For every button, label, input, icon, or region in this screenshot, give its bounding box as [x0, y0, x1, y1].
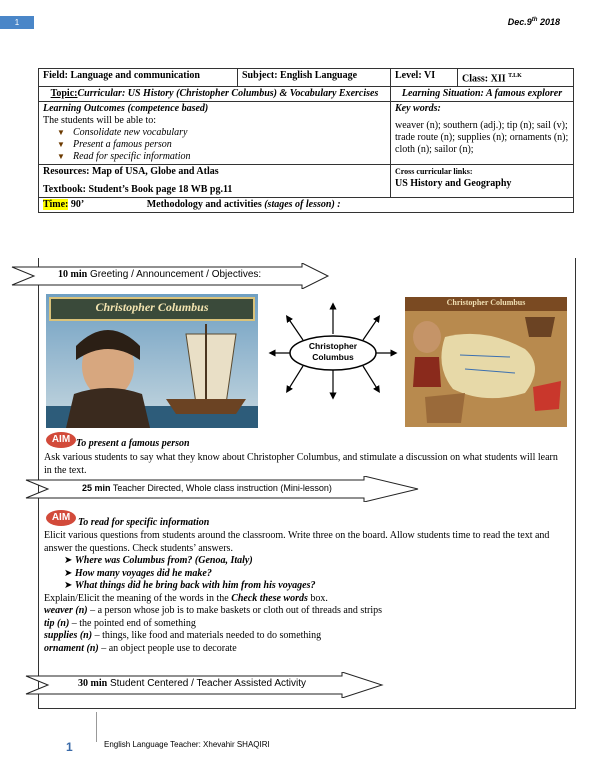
explain-pre: Explain/Elicit the meaning of the words in the	[44, 592, 232, 604]
definition-item	[44, 643, 568, 656]
definition-text: – the pointed end of something	[69, 617, 196, 629]
columbus-portrait-image	[46, 294, 258, 428]
stage3-minutes: 30 min	[78, 678, 108, 689]
keywords-text: weaver (n); southern (adj.); tip (n); sail (v); trade route (n); supplies (n); ornaments (n); cloth (n); sailor (n);	[395, 120, 569, 156]
arrow-bullet-icon: ➤	[64, 567, 73, 579]
stage3-arrow	[24, 672, 384, 698]
textbook-line: Textbook: Student’s Book page 18 WB pg.11	[43, 184, 233, 196]
left-image-title: Christopher Columbus	[95, 300, 209, 314]
definition-item	[44, 605, 568, 618]
outcomes-row	[39, 102, 574, 165]
level-cell: Level: VI	[391, 69, 458, 87]
outcome-item: ▼ Read for specific information	[57, 151, 386, 163]
methodology-label: Methodology and activities	[146, 199, 262, 211]
topic-text: Curricular: US History (Christopher Columbus) & Vocabulary Exercises	[77, 88, 379, 100]
lesson-plan-table	[38, 68, 574, 213]
definition-text: – an object people use to decorate	[98, 642, 237, 654]
outcomes-cell	[39, 102, 391, 165]
footer-teacher: English Language Teacher: Xhevahir SHAQIRI	[104, 740, 270, 749]
topic-cell	[39, 87, 391, 102]
outcome-item: ▼ Consolidate new vocabulary	[57, 127, 386, 139]
class-label: Class: XII	[462, 73, 506, 85]
field-cell: Field: Language and communication	[39, 69, 238, 87]
stage3-text: Student Centered / Teacher Assisted Activity	[107, 678, 306, 689]
footer-page-number: 1	[66, 740, 73, 754]
question-item	[64, 580, 568, 593]
cross-links-cell	[391, 165, 574, 198]
time-value: 90’	[68, 199, 85, 211]
topic-row	[39, 87, 574, 102]
date-day: Dec.9	[507, 17, 532, 27]
aim1-text: Ask various students to say what they know about Christopher Columbus, and stimulate a discussion on what students will learn in the text.	[44, 452, 558, 476]
keywords-title: Key words:	[395, 103, 441, 115]
date-suffix: th	[531, 17, 538, 23]
cross-links-text: US History and Geography	[395, 178, 512, 190]
stage2-label	[82, 483, 332, 493]
outcomes-list	[43, 127, 386, 163]
date-year: 2018	[537, 17, 560, 27]
aim1-title: To present a famous person	[76, 438, 190, 449]
learning-situation: Learning Situation: A famous explorer	[391, 87, 574, 102]
question-list	[44, 555, 568, 593]
resources-cell	[39, 165, 391, 198]
arrow-bullet-icon: ➤	[64, 555, 73, 566]
topic-label: Topic:	[50, 88, 78, 100]
subject-cell: Subject: English Language	[238, 69, 391, 87]
stage2-text: Teacher Directed, Whole class instruction (Mini-lesson)	[110, 483, 332, 493]
aim-badge-icon: AIM	[46, 432, 76, 448]
definition-item	[44, 630, 568, 643]
definition-term: supplies (n)	[44, 630, 93, 641]
outcome-item: ▼ Present a famous person	[57, 139, 386, 151]
columbus-voyages-map-image	[405, 297, 567, 427]
aim2-text: Elicit various questions from students around the classroom. Write three on the board. Allow students time to read the text and answer the questions. Check students’ answers.	[44, 530, 550, 554]
question-item	[64, 555, 568, 568]
class-cell	[458, 69, 574, 87]
cross-links-title: Cross curricular links:	[395, 167, 473, 177]
definition-text: – a person whose job is to make baskets or cloth out of threads and strips	[87, 605, 382, 616]
stage2-minutes: 25 min	[82, 483, 111, 493]
outcomes-intro: The students will be able to:	[43, 115, 157, 127]
header-row	[39, 69, 574, 87]
question-text: What things did he bring back with him from his voyages?	[74, 580, 316, 591]
aim-badge-icon: AIM	[46, 510, 76, 526]
stage2-arrow	[24, 476, 420, 502]
check-words-label: Check these words	[231, 592, 308, 604]
time-label: Time:	[43, 199, 69, 211]
stage1-text: Greeting / Announcement / Objectives:	[87, 269, 262, 280]
explain-post: box.	[307, 592, 328, 604]
page-number-tab: 1	[0, 16, 34, 29]
right-image-title: Christopher Columbus	[446, 298, 526, 307]
definition-term: tip (n)	[44, 617, 70, 629]
explain-line	[44, 593, 568, 606]
resources-row	[39, 165, 574, 198]
stage1-arrow	[10, 263, 330, 289]
stage1-label	[58, 269, 261, 280]
definition-term: weaver (n)	[44, 605, 88, 616]
mind-map-center-label: Christopher Columbus	[308, 341, 358, 362]
aim2-title: To read for specific information	[78, 517, 210, 528]
question-text: Where was Columbus from? (Genoa, Italy)	[74, 555, 253, 566]
time-cell	[39, 198, 574, 213]
outcomes-title: Learning Outcomes (competence based)	[43, 103, 209, 115]
lesson-date	[508, 17, 560, 27]
question-text: How many voyages did he make?	[74, 567, 212, 579]
stage1-minutes: 10 min	[58, 269, 88, 280]
footer-divider	[96, 712, 97, 742]
stage3-label	[78, 678, 306, 689]
definition-item	[44, 618, 568, 631]
class-suffix: T.LK	[508, 73, 522, 79]
definition-text: – things, like food and materials needed to do something	[92, 630, 322, 641]
columbus-mind-map	[268, 296, 398, 406]
aim2-section	[44, 530, 568, 655]
keywords-cell	[391, 102, 574, 165]
methodology-stages: (stages of lesson) :	[264, 199, 341, 211]
time-row	[39, 198, 574, 213]
resources-line: Resources: Map of USA, Globe and Atlas	[43, 166, 219, 178]
definition-term: ornament (n)	[44, 642, 99, 654]
arrow-bullet-icon: ➤	[64, 580, 73, 591]
question-item	[64, 568, 568, 581]
